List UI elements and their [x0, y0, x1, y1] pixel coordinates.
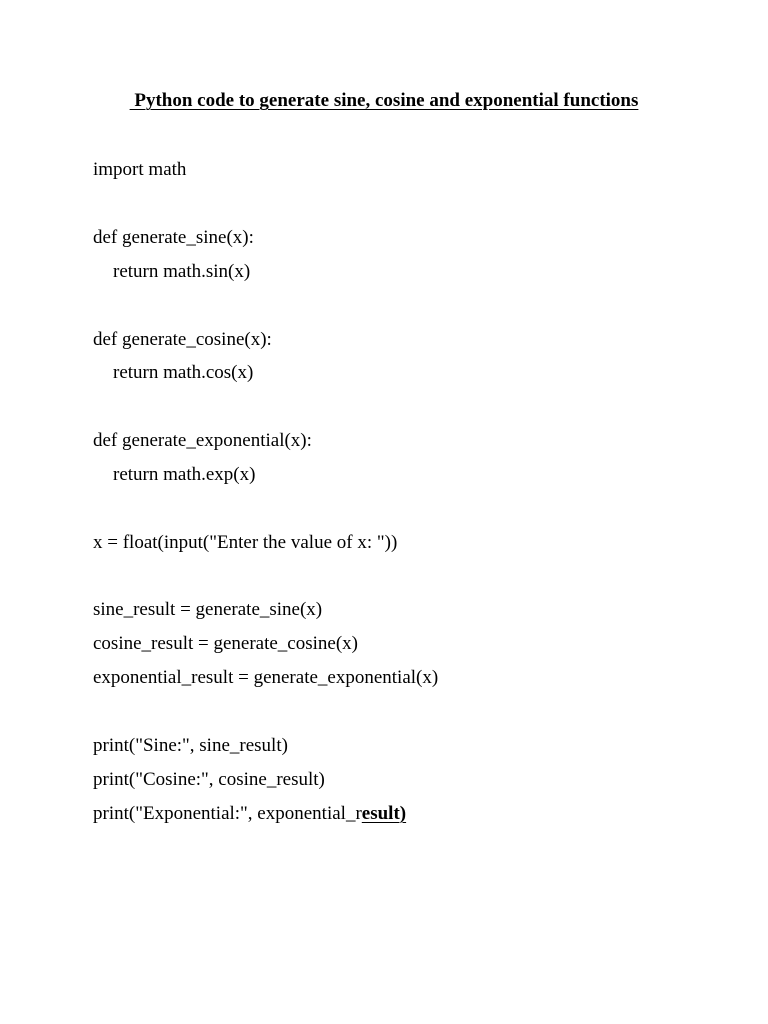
code-line-def-cosine: def generate_cosine(x): [93, 329, 272, 350]
print-exponential-plain: print("Exponential:", exponential_r [93, 803, 362, 824]
document-title [0, 89, 768, 113]
code-line-print-sine: print("Sine:", sine_result) [93, 735, 288, 756]
print-exponential-bold: esult) [361, 803, 407, 824]
title-text: Python code to generate sine, cosine and exponential functions [129, 90, 639, 111]
code-line-exponential-result: exponential_result = generate_exponential(x) [93, 667, 439, 688]
code-line-cosine-result: cosine_result = generate_cosine(x) [93, 633, 358, 654]
code-line-print-cosine: print("Cosine:", cosine_result) [93, 769, 325, 790]
code-line-def-sine: def generate_sine(x): [93, 227, 254, 248]
code-line-print-exponential [93, 802, 406, 826]
code-line-sine-result: sine_result = generate_sine(x) [93, 599, 323, 620]
code-line-import: import math [93, 159, 187, 180]
code-line-input: x = float(input("Enter the value of x: ")) [93, 532, 398, 553]
code-line-return-exp: return math.exp(x) [113, 464, 256, 485]
code-line-return-cos: return math.cos(x) [113, 362, 254, 383]
code-line-return-sin: return math.sin(x) [113, 261, 251, 282]
code-line-def-exponential: def generate_exponential(x): [93, 430, 312, 451]
